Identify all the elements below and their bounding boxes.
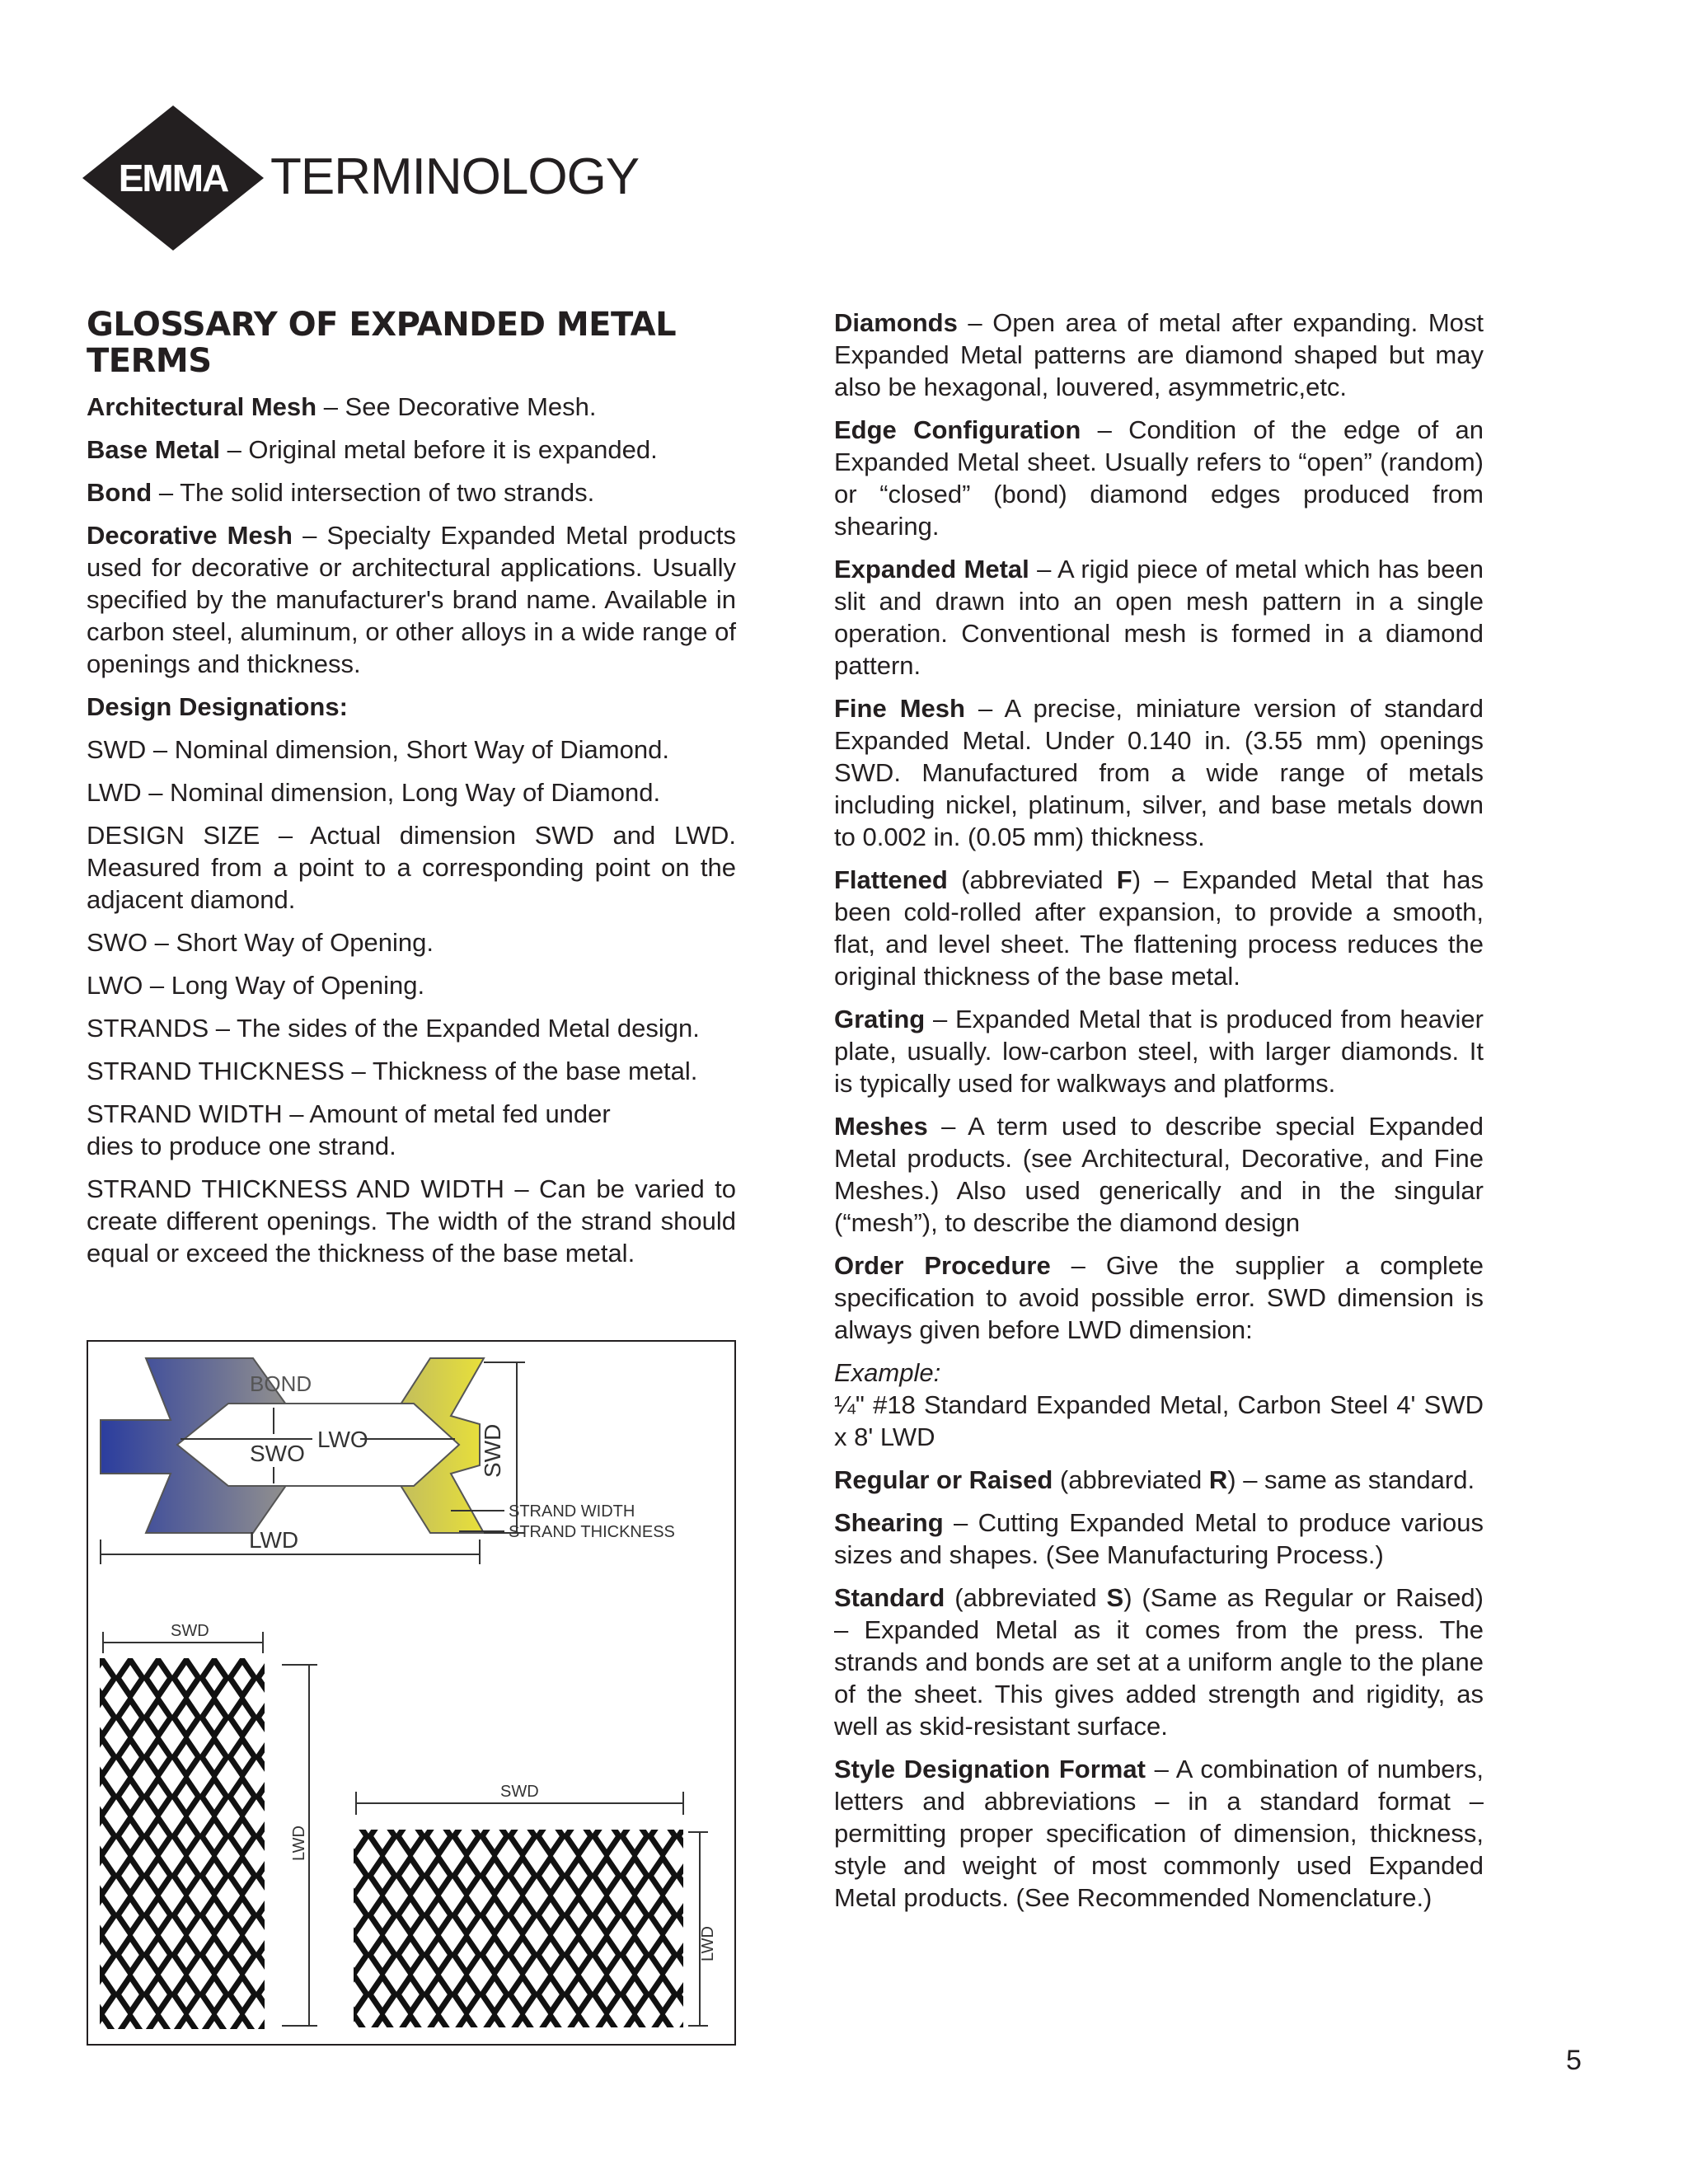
left-column — [87, 307, 736, 1280]
entry-swd: SWD – Nominal dimension, Short Way of Diamond. — [87, 735, 669, 764]
diagram-svg — [88, 1342, 736, 2046]
mesh-sample-tall — [100, 1622, 317, 2029]
entry-design-designations: Design Designations: — [87, 692, 348, 721]
page-number: 5 — [1566, 2045, 1582, 2076]
entry-bond: Bond – The solid intersection of two strands. — [87, 478, 595, 507]
label-swd: SWD — [480, 1423, 505, 1478]
entry-strand-thickness-width: STRAND THICKNESS AND WIDTH – Can be varied to create different openings. The width of the strand should equal or exceed the thickness of the base metal. — [87, 1174, 736, 1268]
entry-grating: Grating – Expanded Metal that is produced from heavier plate, usually. low-carbon steel, with larger diamonds. It is typically used for walkways and platforms. — [834, 1005, 1484, 1098]
emma-logo — [82, 105, 264, 251]
entry-base-metal: Base Metal – Original metal before it is expanded. — [87, 435, 658, 464]
entry-flattened: Flattened (abbreviated F) – Expanded Metal that has been cold-rolled after expansion, to provide a smooth, flat, and level sheet. The flattening process reduces the original thickness of the base metal. — [834, 865, 1484, 991]
entry-strand-width: STRAND WIDTH – Amount of metal fed under dies to produce one strand. — [87, 1099, 611, 1160]
entry-meshes: Meshes – A term used to describe special Expanded Metal products. (see Architectural, Decorative, and Fine Meshes.) Also used generically and in the singular (“mesh”), to describe the diamond design — [834, 1112, 1484, 1237]
label-mesh2-lwd: LWD — [699, 1926, 717, 1961]
entry-lwd: LWD – Nominal dimension, Long Way of Diamond. — [87, 778, 661, 807]
entry-strands: STRANDS – The sides of the Expanded Metal design. — [87, 1014, 700, 1043]
label-strand-thickness: STRAND THICKNESS — [509, 1523, 675, 1541]
entry-style-designation: Style Designation Format – A combination of numbers, letters and abbreviations – in a standard format – permitting proper specification of dimension, thickness, style and weight of most commonly used Expanded Metal products. (See Recommended Nomenclature.) — [834, 1755, 1484, 1912]
entry-edge-configuration: Edge Configuration – Condition of the edge of an Expanded Metal sheet. Usually refers to “open” (random) or “closed” (bond) diamond edges produced from shearing. — [834, 415, 1484, 541]
entry-design-size: DESIGN SIZE – Actual dimension SWD and LWD. Measured from a point to a corresponding point on the adjacent diamond. — [87, 821, 736, 914]
strand-detail — [101, 1358, 675, 1564]
right-column — [834, 307, 1484, 1924]
expanded-metal-diagram — [87, 1340, 736, 2046]
entry-decorative-mesh: Decorative Mesh – Specialty Expanded Metal products used for decorative or architectural applications. Usually specified by the manufacturer's brand name. Available in carbon steel, aluminum, or other alloys in a wide range of openings and thickness. — [87, 521, 736, 678]
entry-swo: SWO – Short Way of Opening. — [87, 928, 434, 957]
logo-text: EMMA — [118, 157, 228, 199]
entry-order-procedure: Order Procedure – Give the supplier a complete specification to avoid possible error. SWD dimension is always given before LWD dimension: — [834, 1251, 1484, 1344]
label-mesh1-swd: SWD — [171, 1622, 209, 1640]
example-text: ¼" #18 Standard Expanded Metal, Carbon Steel 4' SWD x 8' LWD — [834, 1390, 1484, 1451]
entry-regular-raised: Regular or Raised (abbreviated R) – same as standard. — [834, 1465, 1475, 1494]
entry-diamonds: Diamonds – Open area of metal after expanding. Most Expanded Metal patterns are diamond shaped but may also be hexagonal, louvered, asymmetric,etc. — [834, 308, 1484, 401]
example-label: Example: — [834, 1358, 941, 1387]
entry-fine-mesh: Fine Mesh – A precise, miniature version of standard Expanded Metal. Under 0.140 in. (3.55 mm) openings SWD. Manufactured from a wide range of metals including nickel, platinum, silver, and base metals down to 0.002 in. (0.05 mm) thickness. — [834, 694, 1484, 851]
glossary-title: GLOSSARY OF EXPANDED METAL TERMS — [87, 306, 677, 380]
mesh-sample-wide — [354, 1783, 736, 2030]
label-mesh1-lwd: LWD — [290, 1825, 308, 1861]
label-swo: SWO — [250, 1441, 305, 1466]
entry-shearing: Shearing – Cutting Expanded Metal to produce various sizes and shapes. (See Manufacturing Process.) — [834, 1508, 1484, 1569]
entry-architectural-mesh: Architectural Mesh – See Decorative Mesh. — [87, 392, 597, 421]
entry-expanded-metal: Expanded Metal – A rigid piece of metal which has been slit and drawn into an open mesh pattern in a single operation. Conventional mesh is formed in a diamond pattern. — [834, 555, 1484, 680]
label-lwo: LWO — [317, 1427, 368, 1452]
entry-lwo: LWO – Long Way of Opening. — [87, 971, 425, 1000]
label-strand-width: STRAND WIDTH — [509, 1502, 635, 1521]
label-mesh2-swd: SWD — [500, 1783, 539, 1801]
entry-standard: Standard (abbreviated S) (Same as Regular or Raised) – Expanded Metal as it comes from the press. The strands and bonds are set at a uniform angle to the plane of the sheet. This gives added strength and rigidity, as well as skid-resistant surface. — [834, 1583, 1484, 1741]
label-bond: BOND — [250, 1371, 312, 1396]
page-title: TERMINOLOGY — [270, 148, 640, 205]
entry-strand-thickness: STRAND THICKNESS – Thickness of the base metal. — [87, 1057, 698, 1085]
label-lwd: LWD — [249, 1527, 299, 1553]
page-header — [82, 105, 676, 251]
